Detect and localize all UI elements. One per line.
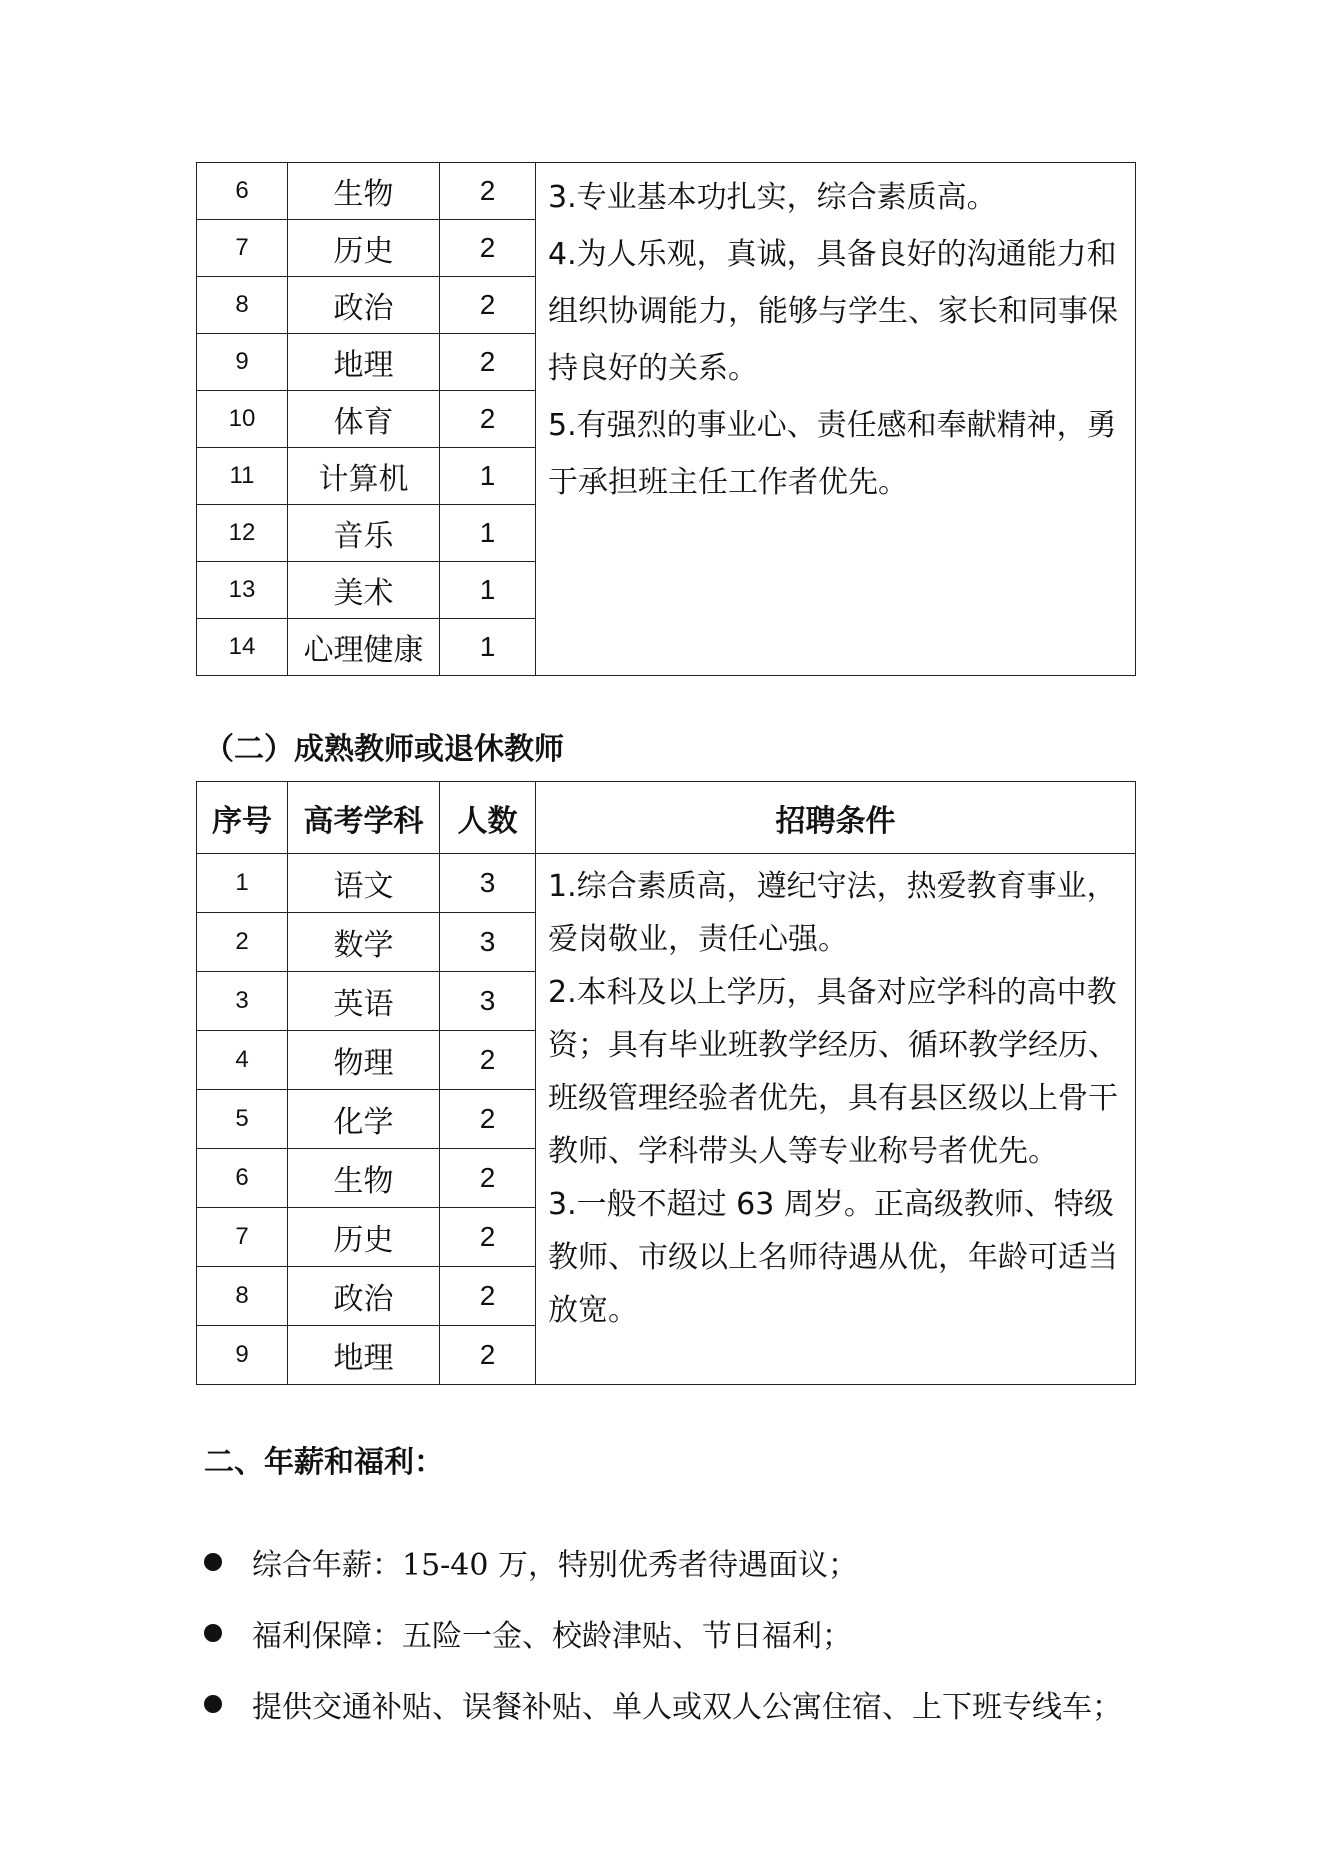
count-cell: 2 <box>440 391 536 448</box>
subject-cell: 英语 <box>288 972 440 1031</box>
row-number: 9 <box>197 334 288 391</box>
subject-cell: 语文 <box>288 854 440 913</box>
row-number: 11 <box>197 448 288 505</box>
count-cell: 2 <box>440 334 536 391</box>
count-cell: 2 <box>440 1090 536 1149</box>
recruitment-table-mature-teachers <box>196 781 1136 1385</box>
row-number: 10 <box>197 391 288 448</box>
count-cell: 2 <box>440 1149 536 1208</box>
subject-cell: 心理健康 <box>288 619 440 676</box>
section-heading-salary-benefits: 二、年薪和福利： <box>204 1445 444 1480</box>
subject-cell: 美术 <box>288 562 440 619</box>
benefit-text: 提供交通补贴、误餐补贴、单人或双人公寓住宿、上下班专线车； <box>252 1690 1122 1725</box>
requirement-item: 5.有强烈的事业心、责任感和奉献精神，勇于承担班主任工作者优先。 <box>548 408 1117 500</box>
subject-cell: 政治 <box>288 1267 440 1326</box>
benefit-text: 综合年薪：15-40 万，特别优秀者待遇面议； <box>252 1548 859 1583</box>
row-number: 13 <box>197 562 288 619</box>
count-cell: 2 <box>440 220 536 277</box>
table-header-row <box>197 782 1136 854</box>
count-cell: 2 <box>440 163 536 220</box>
row-number: 3 <box>197 972 288 1031</box>
requirement-item: 2.本科及以上学历，具备对应学科的高中教资；具有毕业班教学经历、循环教学经历、班级管理经验者优先，具有县区级以上骨干教师、学科带头人等专业称号者优先。 <box>548 975 1118 1169</box>
count-cell: 1 <box>440 448 536 505</box>
subject-cell: 体育 <box>288 391 440 448</box>
benefit-text: 福利保障：五险一金、校龄津贴、节日福利； <box>252 1619 852 1654</box>
header-subject: 高考学科 <box>288 782 440 854</box>
count-cell: 3 <box>440 913 536 972</box>
count-cell: 2 <box>440 277 536 334</box>
subject-cell: 物理 <box>288 1031 440 1090</box>
row-number: 14 <box>197 619 288 676</box>
subject-cell: 生物 <box>288 1149 440 1208</box>
subject-cell: 计算机 <box>288 448 440 505</box>
subject-cell: 地理 <box>288 334 440 391</box>
table-row <box>197 163 1136 220</box>
row-number: 8 <box>197 1267 288 1326</box>
requirement-item: 1.综合素质高，遵纪守法，热爱教育事业，爱岗敬业，责任心强。 <box>548 869 1117 957</box>
count-cell: 2 <box>440 1031 536 1090</box>
row-number: 6 <box>197 1149 288 1208</box>
requirements-cell <box>536 854 1136 1385</box>
subject-cell: 数学 <box>288 913 440 972</box>
count-cell: 2 <box>440 1326 536 1385</box>
benefit-item <box>204 1611 852 1655</box>
row-number: 9 <box>197 1326 288 1385</box>
requirement-item: 4.为人乐观，真诚，具备良好的沟通能力和组织协调能力，能够与学生、家长和同事保持良好的关系。 <box>548 237 1118 386</box>
row-number: 5 <box>197 1090 288 1149</box>
subject-cell: 生物 <box>288 163 440 220</box>
subject-cell: 地理 <box>288 1326 440 1385</box>
row-number: 6 <box>197 163 288 220</box>
count-cell: 1 <box>440 619 536 676</box>
count-cell: 1 <box>440 562 536 619</box>
section-heading-mature-teachers: （二）成熟教师或退休教师 <box>204 732 564 767</box>
count-cell: 3 <box>440 972 536 1031</box>
count-cell: 2 <box>440 1267 536 1326</box>
row-number: 2 <box>197 913 288 972</box>
row-number: 12 <box>197 505 288 562</box>
benefit-item <box>204 1540 858 1584</box>
subject-cell: 政治 <box>288 277 440 334</box>
count-cell: 1 <box>440 505 536 562</box>
row-number: 1 <box>197 854 288 913</box>
subject-cell: 音乐 <box>288 505 440 562</box>
header-requirements: 招聘条件 <box>536 782 1136 854</box>
requirement-item: 3.专业基本功扎实，综合素质高。 <box>548 180 997 215</box>
bullet-dot-icon <box>204 1553 222 1571</box>
row-number: 7 <box>197 220 288 277</box>
header-count: 人数 <box>440 782 536 854</box>
header-number: 序号 <box>197 782 288 854</box>
row-number: 7 <box>197 1208 288 1267</box>
count-cell: 3 <box>440 854 536 913</box>
requirement-item: 3.一般不超过 63 周岁。正高级教师、特级教师、市级以上名师待遇从优，年龄可适当放宽。 <box>548 1187 1118 1328</box>
subject-cell: 化学 <box>288 1090 440 1149</box>
subject-cell: 历史 <box>288 220 440 277</box>
bullet-dot-icon <box>204 1624 222 1642</box>
recruitment-table-new-teachers <box>196 162 1136 676</box>
bullet-dot-icon <box>204 1695 222 1713</box>
subject-cell: 历史 <box>288 1208 440 1267</box>
benefit-item <box>204 1682 1122 1726</box>
table-row <box>197 854 1136 913</box>
requirements-cell <box>536 163 1136 676</box>
row-number: 4 <box>197 1031 288 1090</box>
row-number: 8 <box>197 277 288 334</box>
count-cell: 2 <box>440 1208 536 1267</box>
